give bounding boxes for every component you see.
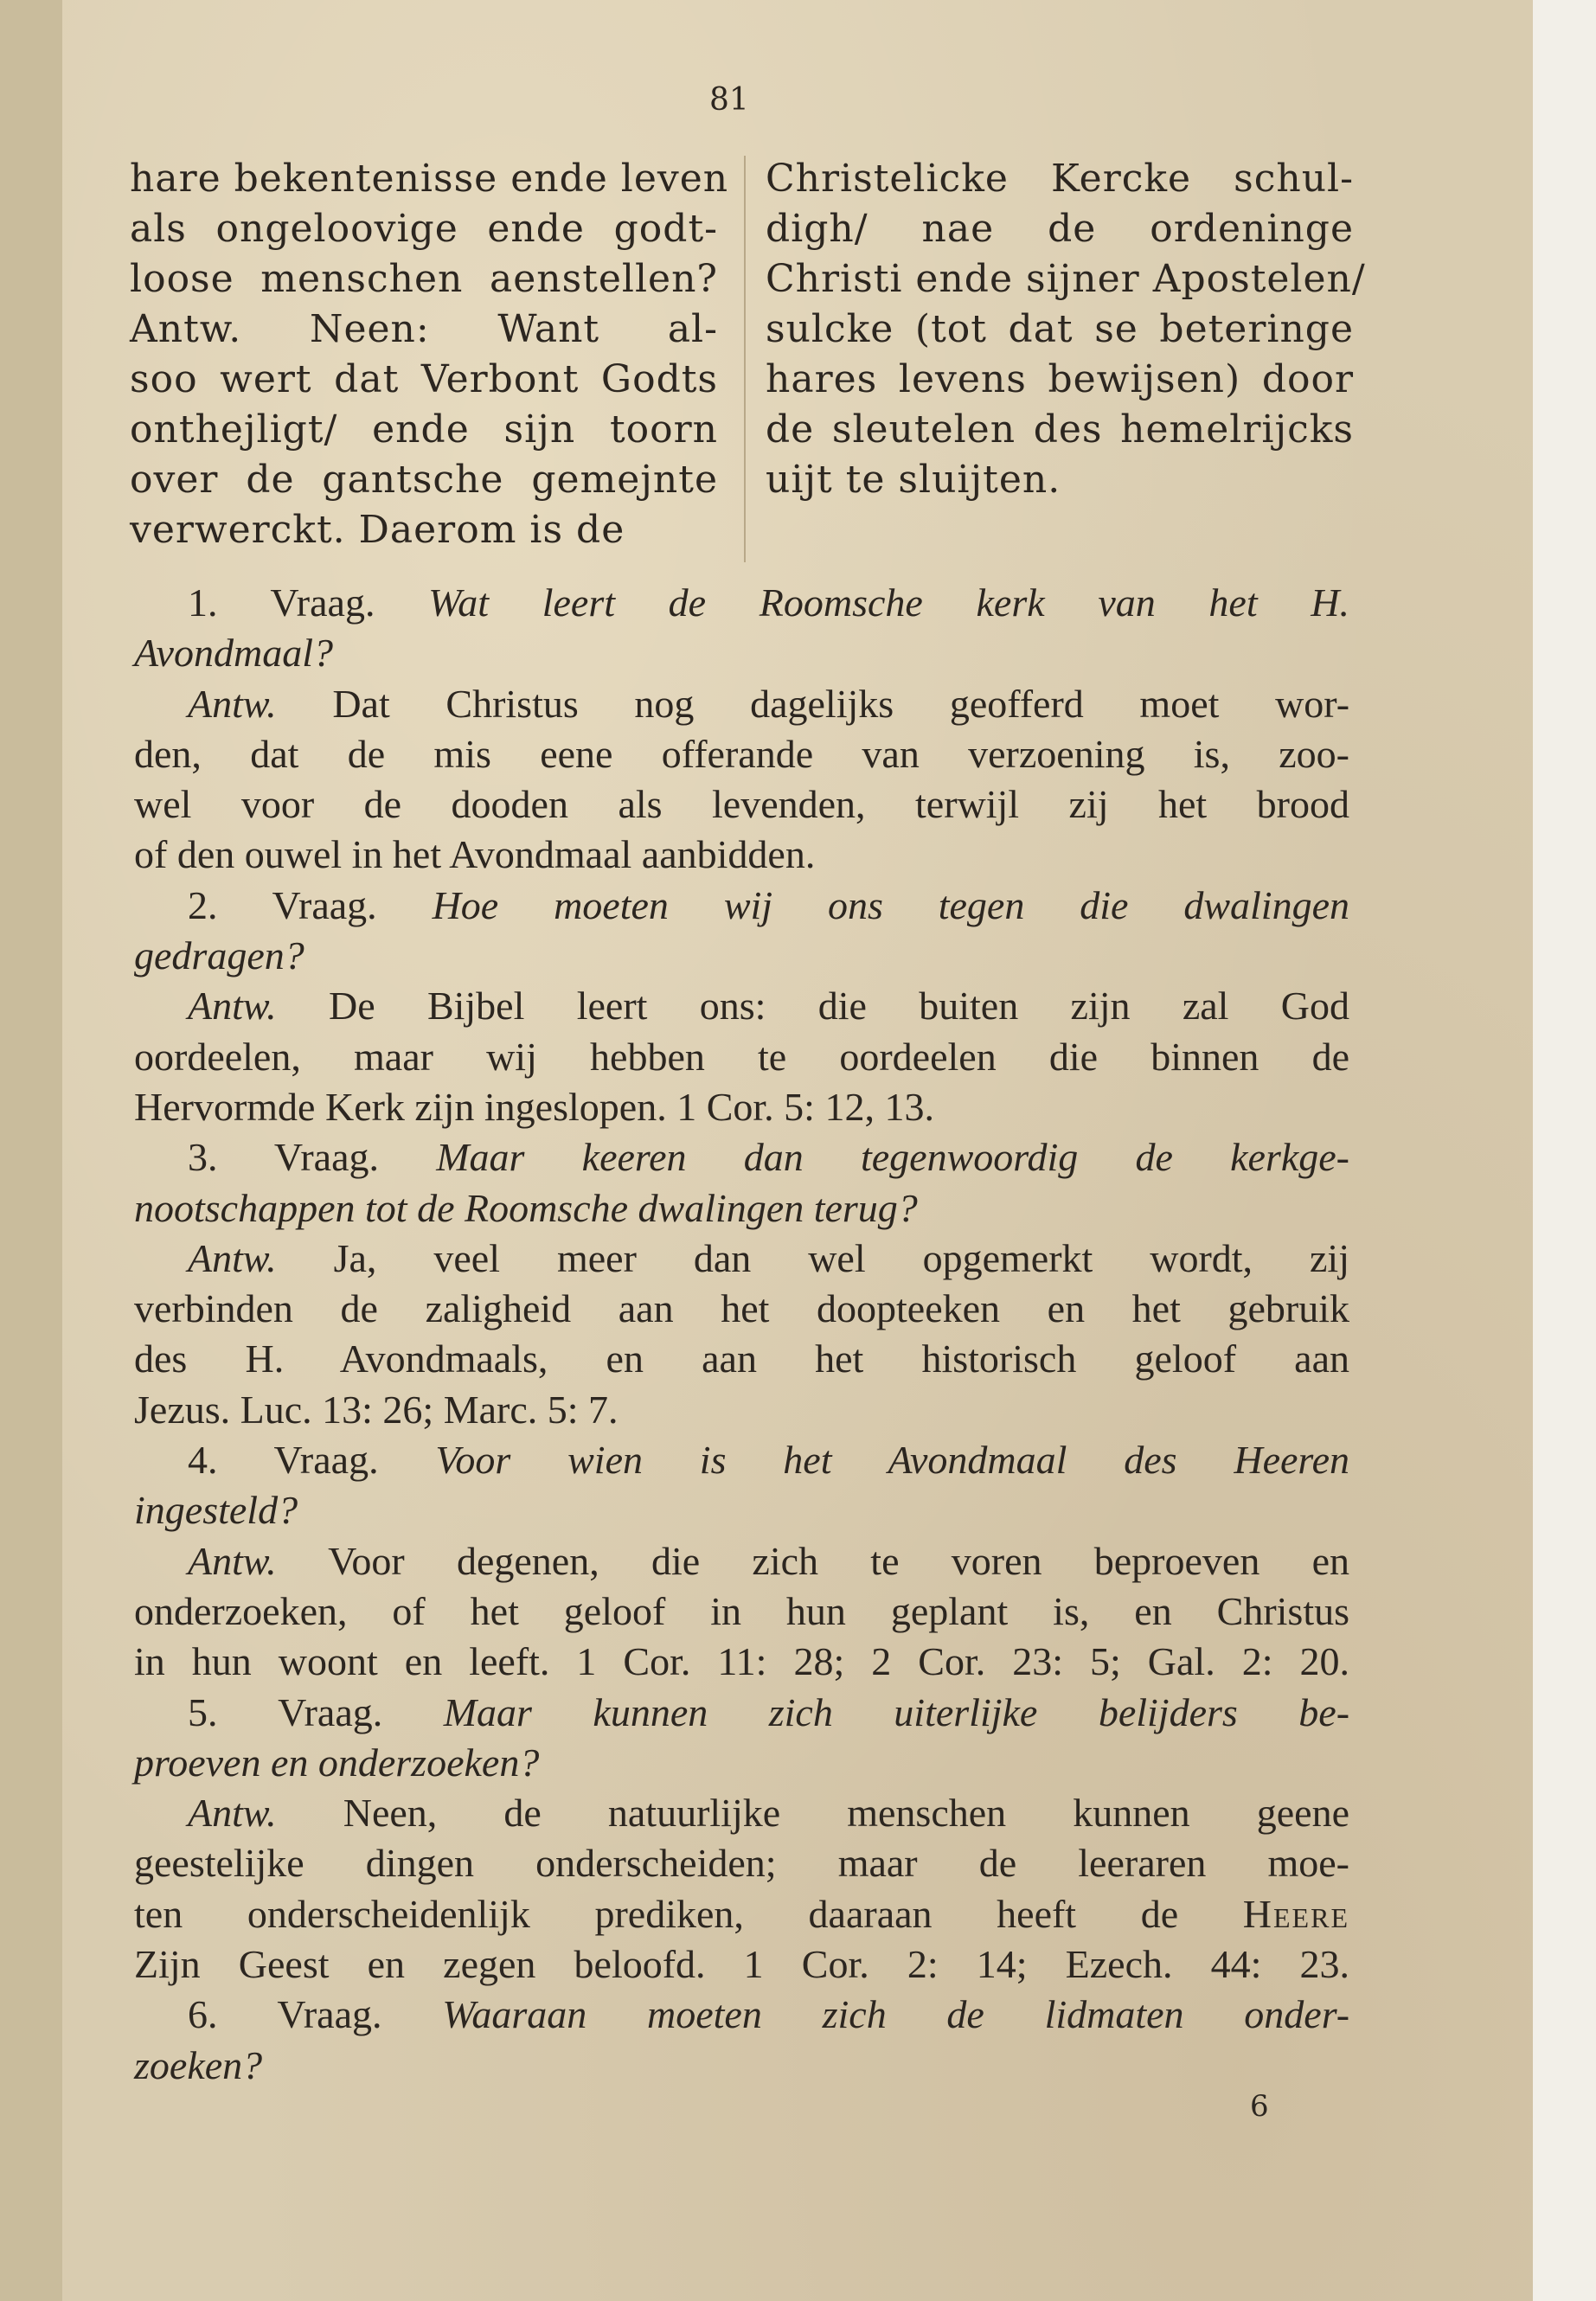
fraktur-column-left — [130, 154, 729, 555]
answer-text: Dat Christus nog dagelijks geofferd moet wor- — [332, 681, 1350, 726]
question-line: zoeken? — [134, 2042, 263, 2087]
answer-text: Ja, veel meer dan wel opgemerkt wordt, zij — [333, 1235, 1349, 1280]
question-text: Wat leert de Roomsche kerk van het H. — [428, 580, 1350, 625]
fraktur-line: onthejligt/ ende sijn toorn — [130, 407, 718, 452]
fraktur-line: verwerckt. Daerom is de — [130, 508, 625, 552]
answer-line: Zijn Geest en zegen beloofd. 1 Cor. 2: 14; Ezech. 44: 23. — [134, 1942, 1349, 1987]
fraktur-line: Christi ende sijner Apostelen/ — [766, 257, 1366, 301]
fraktur-column-right — [766, 154, 1366, 505]
answer-line — [134, 1788, 1349, 1838]
question-label: 4. Vraag. — [188, 1438, 379, 1483]
answer-line — [134, 1536, 1349, 1586]
question-line — [134, 578, 1349, 628]
answer-line — [134, 1889, 1349, 1939]
question-line: gedragen? — [134, 933, 304, 978]
answer-label: Antw. — [188, 681, 277, 726]
question-label: 2. Vraag. — [188, 882, 377, 927]
fraktur-line: als ongeloovige ende godt- — [130, 207, 718, 251]
answer-line: Hervormde Kerk zijn ingeslopen. 1 Cor. 5: 12, 13. — [134, 1084, 934, 1129]
signature-mark: 6 — [1250, 2089, 1269, 2124]
fraktur-line: soo wert dat Verbont Godts — [130, 357, 718, 401]
scan-right-margin — [1533, 0, 1596, 2301]
question-line — [134, 1132, 1349, 1183]
answer-text: Neen, de natuurlijke menschen kunnen geene — [343, 1791, 1349, 1836]
answer-text: De Bijbel leert ons: die buiten zijn zal God — [328, 984, 1349, 1029]
question-text: Maar keeren dan tegenwoordig de kerkge- — [436, 1135, 1349, 1180]
question-text: Voor wien is het Avondmaal des Heeren — [435, 1438, 1350, 1483]
question-line: proeven en onderzoeken? — [134, 1740, 540, 1785]
answer-line: in hun woont en leeft. 1 Cor. 11: 28; 2 Cor. 23: 5; Gal. 2: 20. — [134, 1639, 1349, 1684]
fraktur-line: uijt te sluijten. — [766, 458, 1061, 502]
question-label: 3. Vraag. — [188, 1135, 379, 1180]
page-number: 81 — [709, 82, 749, 118]
answer-line: oordeelen, maar wij hebben te oordeelen die binnen de — [134, 1034, 1349, 1079]
answer-label: Antw. — [188, 1235, 277, 1280]
question-line — [134, 1435, 1349, 1485]
answer-line — [134, 981, 1349, 1031]
answer-line: den, dat de mis eene offerande van verzoening is, zoo- — [134, 731, 1349, 776]
answer-line: geestelijke dingen onderscheiden; maar de leeraren moe- — [134, 1841, 1349, 1886]
answer-line: verbinden de zaligheid aan het doopteeken en het gebruik — [134, 1286, 1349, 1331]
answer-label: Antw. — [188, 1791, 277, 1836]
answer-label: Antw. — [188, 984, 277, 1029]
answer-label: Antw. — [188, 1538, 277, 1583]
answer-line: onderzoeken, of het geloof in hun geplant is, en Christus — [134, 1588, 1349, 1633]
question-line: nootschappen tot de Roomsche dwalingen terug? — [134, 1185, 918, 1230]
fraktur-line: hares levens bewijsen) door — [766, 357, 1354, 401]
answer-line: of den ouwel in het Avondmaal aanbidden. — [134, 832, 816, 877]
question-text: Waaraan moeten zich de lidmaten onder- — [442, 1992, 1350, 2037]
fraktur-line: digh/ nae de ordeninge — [766, 207, 1354, 251]
fraktur-line: loose menschen aenstellen? — [130, 257, 718, 301]
question-label: 5. Vraag. — [188, 1689, 383, 1734]
column-divider — [744, 156, 746, 562]
answer-line — [134, 679, 1349, 729]
answer-text: Voor degenen, die zich te voren beproeven en — [328, 1538, 1350, 1583]
answer-line: wel voor de dooden als levenden, terwijl zij het brood — [134, 782, 1349, 827]
fraktur-line: Antw. Neen: Want al- — [130, 307, 718, 351]
fraktur-line: Christelicke Kercke schul- — [766, 157, 1354, 201]
fraktur-line: de sleutelen des hemelrijcks — [766, 407, 1354, 452]
answer-text: ten onderscheidenlijk prediken, daaraan heeft de — [134, 1891, 1179, 1936]
fraktur-line: over de gantsche gemejnte — [130, 458, 718, 502]
question-line: Avondmaal? — [134, 631, 333, 676]
question-label: 1. Vraag. — [188, 580, 375, 625]
question-text: Maar kunnen zich uiterlijke belijders be- — [443, 1689, 1350, 1734]
catechism-body — [134, 578, 1349, 2091]
scan-left-margin — [0, 0, 62, 2301]
fraktur-line: hare bekentenisse ende leven — [130, 157, 729, 201]
question-line — [134, 1990, 1349, 2040]
question-line — [134, 881, 1349, 931]
small-caps-word: Heere — [1242, 1891, 1349, 1936]
fraktur-line: sulcke (tot dat se beteringe — [766, 307, 1354, 351]
answer-line: des H. Avondmaals, en aan het historisch geloof aan — [134, 1336, 1349, 1381]
question-line: ingesteld? — [134, 1488, 298, 1533]
question-line — [134, 1688, 1349, 1738]
answer-line: Jezus. Luc. 13: 26; Marc. 5: 7. — [134, 1387, 619, 1432]
answer-line — [134, 1234, 1349, 1284]
question-text: Hoe moeten wij ons tegen die dwalingen — [432, 882, 1349, 927]
question-label: 6. Vraag. — [188, 1992, 382, 2037]
